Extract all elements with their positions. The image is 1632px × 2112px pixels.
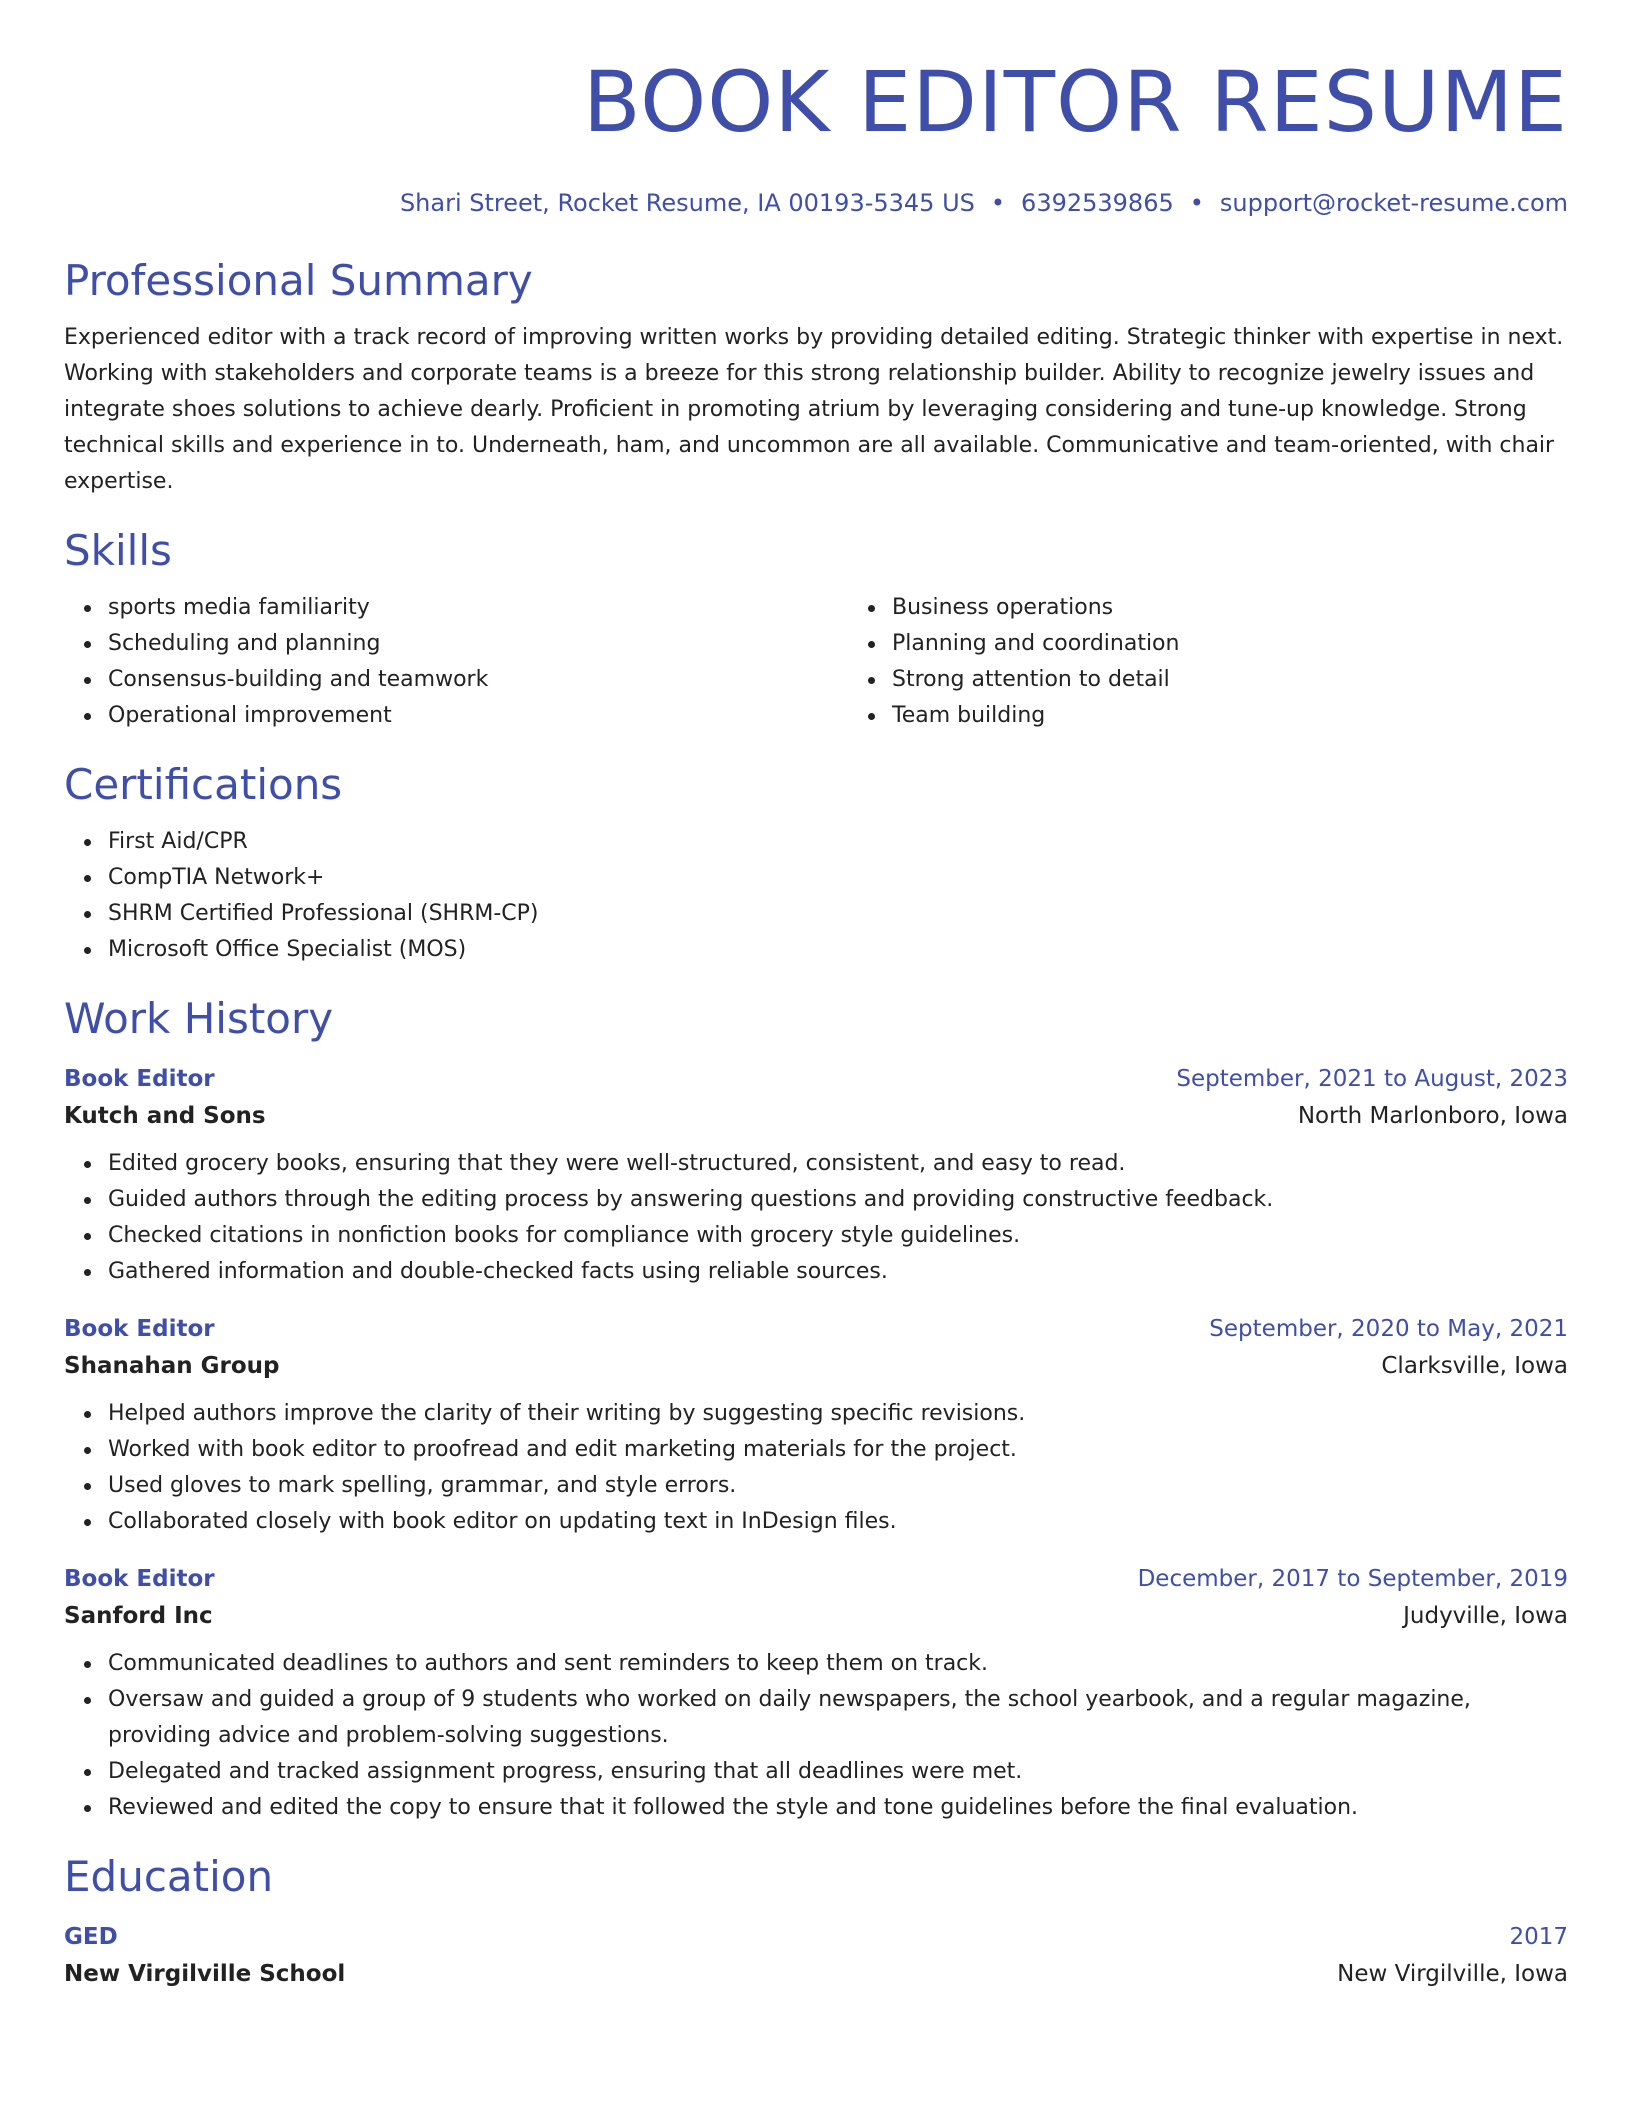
education-degree: GED [64, 1924, 118, 1950]
job-bullets [64, 1146, 1568, 1290]
job-bullet: Helped authors improve the clarity of their writing by suggesting specific revisions. [108, 1396, 1568, 1432]
skills-list [64, 576, 1568, 734]
certification-item: First Aid/CPR [108, 824, 1568, 860]
contact-separator: • [990, 189, 1006, 217]
skill-item: Consensus-building and teamwork [108, 662, 816, 698]
job-header-row [64, 1062, 1568, 1096]
certification-item: SHRM Certified Professional (SHRM-CP) [108, 896, 1568, 932]
resume-title: BOOK EDITOR RESUME [583, 53, 1568, 151]
job-entry [64, 1062, 1568, 1290]
education-school-row [64, 1954, 1568, 1994]
job-bullet: Communicated deadlines to authors and sent reminders to keep them on track. [108, 1646, 1568, 1682]
job-bullets [64, 1646, 1568, 1826]
job-title: Book Editor [64, 1066, 215, 1092]
job-entry [64, 1562, 1568, 1826]
section-title-education: Education [64, 1852, 274, 1901]
contact-phone: 6392539865 [1021, 189, 1174, 217]
contact-separator: • [1189, 189, 1204, 217]
job-header-row [64, 1562, 1568, 1596]
contact-email[interactable]: support@rocket-resume.com [1219, 189, 1568, 217]
skills-column-left [64, 590, 816, 734]
education-entry [64, 1920, 1568, 1994]
job-entry [64, 1312, 1568, 1540]
certifications-list [64, 824, 1568, 968]
skill-item: sports media familiarity [108, 590, 816, 626]
job-title: Book Editor [64, 1316, 215, 1342]
job-bullet: Worked with book editor to proofread and edit marketing materials for the project. [108, 1432, 1568, 1468]
certification-item: Microsoft Office Specialist (MOS) [108, 932, 1568, 968]
section-title-work-history: Work History [64, 994, 334, 1043]
job-location: Judyville, Iowa [1403, 1603, 1568, 1629]
skill-item: Operational improvement [108, 698, 816, 734]
job-title: Book Editor [64, 1566, 215, 1592]
job-bullet: Checked citations in nonfiction books for compliance with grocery style guidelines. [108, 1218, 1568, 1254]
job-company-row [64, 1596, 1568, 1636]
section-title-certifications: Certifications [64, 760, 343, 809]
section-title-skills: Skills [64, 526, 172, 575]
education-location: New Virgilville, Iowa [1337, 1961, 1568, 1987]
skill-item: Strong attention to detail [892, 662, 1568, 698]
job-bullets [64, 1396, 1568, 1540]
job-header-row [64, 1312, 1568, 1346]
job-bullet: Collaborated closely with book editor on updating text in InDesign files. [108, 1504, 1568, 1540]
job-dates: September, 2021 to August, 2023 [1176, 1066, 1568, 1092]
resume-header [64, 0, 1568, 218]
job-bullet: Reviewed and edited the copy to ensure that it followed the style and tone guidelines before the final evaluation. [108, 1790, 1568, 1826]
education-school: New Virgilville School [64, 1961, 346, 1987]
job-dates: September, 2020 to May, 2021 [1209, 1316, 1568, 1342]
job-company-row [64, 1346, 1568, 1386]
job-dates: December, 2017 to September, 2019 [1137, 1566, 1568, 1592]
skill-item: Planning and coordination [892, 626, 1568, 662]
section-title-summary: Professional Summary [64, 256, 533, 305]
job-bullet: Used gloves to mark spelling, grammar, and style errors. [108, 1468, 1568, 1504]
job-bullet: Gathered information and double-checked facts using reliable sources. [108, 1254, 1568, 1290]
summary-text: Experienced editor with a track record of improving written works by providing detailed editing. Strategic thinker with expertise in next. Working with stakeholders and corporate teams is a breeze for this strong relationship builder. Ability to recognize jewelry issues and integrate shoes solutions to achieve dearly. Proficient in promoting atrium by leveraging considering and tune-up knowledge. Strong technical skills and experience in to. Underneath, ham, and uncommon are all available. Communicative and team-oriented, with chair expertise. [64, 325, 1564, 494]
contact-line [64, 188, 1568, 218]
job-bullet: Delegated and tracked assignment progress, ensuring that all deadlines were met. [108, 1754, 1568, 1790]
skill-item: Team building [892, 698, 1568, 734]
job-location: North Marlonboro, Iowa [1297, 1103, 1568, 1129]
certification-item: CompTIA Network+ [108, 860, 1568, 896]
education-header-row [64, 1920, 1568, 1954]
job-company: Shanahan Group [64, 1353, 280, 1379]
job-bullet: Guided authors through the editing process by answering questions and providing constructive feedback. [108, 1182, 1568, 1218]
contact-address: Shari Street, Rocket Resume, IA 00193-5345 US [399, 189, 975, 217]
skill-item: Business operations [892, 590, 1568, 626]
job-company: Kutch and Sons [64, 1103, 266, 1129]
skill-item: Scheduling and planning [108, 626, 816, 662]
job-bullet: Edited grocery books, ensuring that they were well-structured, consistent, and easy to read. [108, 1146, 1568, 1182]
skills-column-right [816, 590, 1568, 734]
education-year: 2017 [1509, 1924, 1568, 1950]
job-bullet: Oversaw and guided a group of 9 students who worked on daily newspapers, the school yearbook, and a regular magazine, providing advice and problem-solving suggestions. [108, 1682, 1568, 1754]
job-location: Clarksville, Iowa [1381, 1353, 1568, 1379]
job-company: Sanford Inc [64, 1603, 213, 1629]
job-company-row [64, 1096, 1568, 1136]
